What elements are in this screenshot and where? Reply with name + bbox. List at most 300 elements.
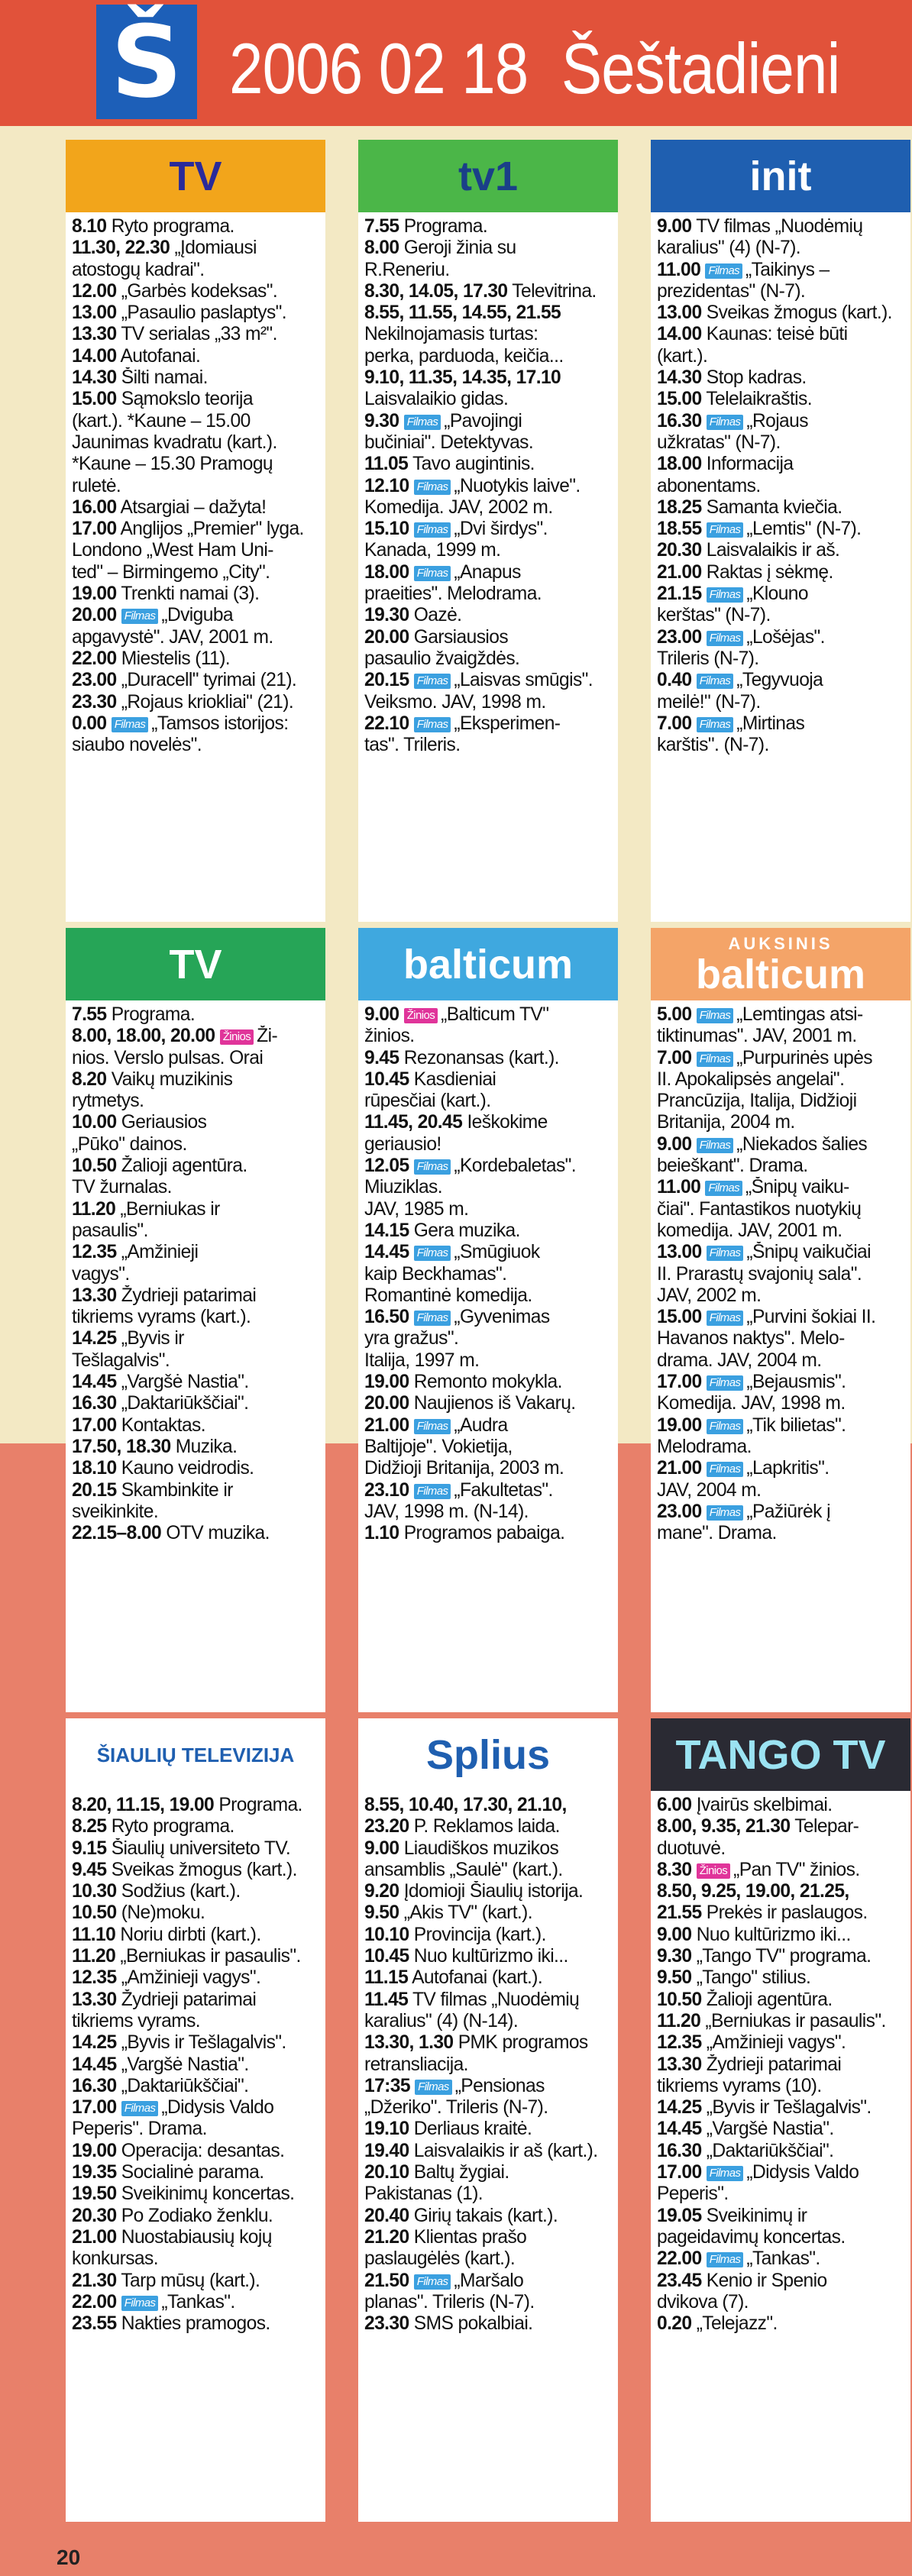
program-title: JAV, 1985 m. (364, 1198, 469, 1220)
program-title: apgavystė". JAV, 2001 m. (72, 626, 273, 648)
program-time: 20.40 (364, 2205, 409, 2226)
program-title: duotuvė. (657, 1837, 726, 1859)
program-title: TV serialas „33 m²". (121, 324, 277, 345)
program-title: Geroji žinia su (403, 238, 516, 259)
program-line (657, 1437, 907, 1458)
program-time: 9.50 (364, 1902, 399, 1924)
program-title: atostogų kadrai". (72, 259, 205, 280)
program-time: 20.00 (364, 626, 409, 648)
program-title: Skambinkite ir (121, 1479, 233, 1501)
program-line (657, 1967, 907, 1989)
program-time: 8.00, 9.35, 21.30 (657, 1816, 791, 1837)
program-time: 11.00 (657, 1177, 701, 1198)
program-title: „Lošėjas". (746, 626, 825, 648)
program-time: 14.45 (72, 1372, 117, 1393)
program-title: Baltų žygiai. (413, 2162, 509, 2183)
channel-otv (66, 928, 325, 1712)
program-line (657, 1069, 907, 1091)
program-title: „Balticum TV" (441, 1004, 549, 1025)
program-line (364, 1199, 615, 1220)
program-title: Telepar- (794, 1816, 859, 1837)
program-line (72, 260, 322, 281)
program-line (657, 562, 907, 583)
program-line (72, 1069, 322, 1091)
program-time: 10.30 (72, 1881, 117, 1902)
program-time: 14.15 (364, 1220, 409, 1241)
program-title: „Lapkritis". (746, 1458, 830, 1479)
program-time: 11.20 (72, 1946, 116, 1967)
page-number: 20 (57, 2545, 81, 2569)
program-time: 5.00 (657, 1004, 692, 1025)
program-title: Komedija. JAV, 1998 m. (657, 1393, 846, 1414)
program-title: „Dvi širdys". (454, 519, 548, 540)
program-line (657, 1523, 907, 1544)
program-line (364, 2227, 615, 2248)
program-title: kerštas" (N-7). (657, 605, 771, 626)
program-time: 22.00 (657, 2248, 702, 2270)
program-line (364, 389, 615, 410)
program-line (364, 1307, 615, 1328)
program-title: TV filmas „Nuodėmių (412, 1989, 580, 2010)
program-line (657, 2313, 907, 2335)
program-title: „Gyvenimas (454, 1307, 550, 1328)
program-title: Oazė. (413, 605, 462, 626)
program-time: 21.00 (364, 1414, 409, 1436)
program-line (72, 1372, 322, 1393)
program-line (364, 2054, 615, 2076)
film-badge: Filmas (707, 415, 744, 430)
program-line (72, 1242, 322, 1263)
program-title: (Ne)moku. (121, 1902, 205, 1924)
program-line (72, 1350, 322, 1372)
program-title: SMS pokalbiai. (413, 2313, 533, 2335)
program-line (72, 367, 322, 389)
program-line (72, 1967, 322, 1989)
program-time: 19.40 (364, 2140, 409, 2161)
program-title: drama. JAV, 2004 m. (657, 1349, 822, 1371)
program-line (657, 1989, 907, 2011)
program-title: „Tankas". (161, 2291, 235, 2313)
film-badge: Filmas (404, 415, 441, 430)
program-line (657, 1946, 907, 1967)
program-line (657, 735, 907, 756)
film-badge: Filmas (707, 1246, 744, 1261)
program-line (657, 2292, 907, 2313)
program-line (657, 1026, 907, 1047)
program-list (358, 1795, 618, 2522)
program-line (657, 1860, 907, 1881)
program-line (364, 1026, 615, 1047)
program-time: 16.00 (72, 496, 117, 518)
program-title: Kanada, 1999 m. (364, 540, 501, 561)
program-time: 13.30, 1.30 (364, 2032, 454, 2054)
program-line (657, 519, 907, 540)
program-title: Provincija (kart.). (413, 1924, 546, 1945)
program-line (657, 1177, 907, 1198)
program-time: 9.00 (657, 216, 692, 237)
program-line (72, 1285, 322, 1307)
program-line (364, 1946, 615, 1967)
program-title: „Fakultetas". (454, 1479, 553, 1501)
program-title: II. Apokalipsės angelai". (657, 1068, 845, 1090)
program-title: pageidavimų koncertas. (657, 2226, 846, 2248)
program-line (72, 1328, 322, 1349)
program-title: tiktinumas". JAV, 2001 m. (657, 1026, 857, 1047)
program-line (72, 2032, 322, 2054)
program-time: 9.30 (364, 410, 399, 431)
program-line (72, 2054, 322, 2076)
program-title: Nuo kultūrizmo iki... (696, 1924, 851, 1945)
program-title: rūpesčiai (kart.). (364, 1091, 491, 1112)
program-line (364, 2313, 615, 2335)
program-title: yra gražus". (364, 1328, 459, 1349)
program-line (72, 1220, 322, 1242)
program-line (364, 648, 615, 670)
program-title: Rezonansas (kart.). (403, 1047, 559, 1068)
film-badge: Filmas (414, 566, 451, 581)
program-list (66, 216, 325, 922)
program-time: 20.30 (657, 540, 702, 561)
program-list (66, 1004, 325, 1712)
program-time: 19.05 (657, 2205, 702, 2226)
program-title: „Berniukas ir pasaulis". (705, 2010, 886, 2031)
program-title: „Anapus (454, 561, 521, 583)
program-line (657, 1155, 907, 1177)
program-title: Muzika. (175, 1436, 238, 1457)
program-line (364, 2271, 615, 2292)
channel-tango (651, 1718, 910, 2522)
program-line (364, 2032, 615, 2054)
program-title: „Vargšė Nastia". (121, 2054, 249, 2075)
program-title: „Amžinieji vagys". (706, 2032, 846, 2054)
program-line (364, 1155, 615, 1177)
program-time: 8.30 (657, 1859, 692, 1880)
program-time: 9.45 (364, 1047, 399, 1068)
program-title: „Lemtis" (N-7). (746, 519, 862, 540)
channel-balticum (358, 928, 618, 1712)
program-line (364, 562, 615, 583)
program-title: Laisvalaikis ir aš. (706, 540, 840, 561)
program-time: 19.30 (364, 605, 409, 626)
program-list (651, 216, 910, 922)
program-line (657, 1393, 907, 1414)
program-line (657, 2076, 907, 2097)
program-title: „Kordebaletas". (454, 1155, 577, 1177)
program-line (364, 346, 615, 367)
program-line (364, 1480, 615, 1501)
program-title: komedija. JAV, 2001 m. (657, 1220, 842, 1241)
program-title: Ieškokime (467, 1112, 548, 1133)
news-badge: Žinios (404, 1008, 438, 1023)
news-badge: Žinios (220, 1029, 254, 1045)
program-title: Žalioji agentūra. (706, 1989, 833, 2010)
program-title: karštis". (N-7). (657, 735, 769, 756)
program-line (657, 1350, 907, 1372)
program-title: Liaudiškos muzikos (403, 1837, 559, 1859)
program-title: PMK programos (458, 2032, 588, 2054)
program-title: Gera muzika. (413, 1220, 520, 1241)
program-time: 8.55, 10.40, 17.30, 21.10, (364, 1795, 567, 1815)
film-badge: Filmas (414, 480, 451, 495)
program-line (72, 2292, 322, 2313)
program-line (364, 2119, 615, 2140)
program-line (72, 1048, 322, 1069)
program-line (72, 1307, 322, 1328)
program-line (72, 281, 322, 302)
program-title: Programa. (403, 216, 488, 237)
program-time: 1.10 (364, 1523, 399, 1544)
program-title: rytmetys. (72, 1091, 144, 1112)
program-line (364, 1967, 615, 1989)
program-line (72, 1155, 322, 1177)
channel-logo-siauliu (66, 1718, 325, 1791)
program-line (657, 1091, 907, 1112)
program-title: Londono „West Ham Uni- (72, 540, 273, 561)
program-title: „Duracell" tyrimai (21). (121, 670, 297, 691)
program-title: „Amžinieji vagys". (121, 1967, 261, 1989)
channel-init (651, 140, 910, 922)
program-title: Peperis". (657, 2183, 729, 2205)
program-title: Anglijos „Premier" lyga. (120, 519, 304, 540)
program-line (72, 2271, 322, 2292)
program-time: 9.50 (657, 1967, 692, 1989)
program-title: Sveikinimų koncertas. (121, 2183, 295, 2205)
program-list (66, 1795, 325, 2522)
program-line (72, 1112, 322, 1133)
program-time: 19.00 (72, 583, 117, 605)
program-time: 17.00 (72, 2097, 117, 2119)
program-time: 16.30 (657, 410, 702, 431)
program-line (657, 1134, 907, 1155)
film-badge: Filmas (414, 1159, 451, 1175)
channel-tv5 (66, 140, 325, 922)
program-title: Ryto programa. (111, 1816, 234, 1837)
program-time: 20.15 (364, 670, 409, 691)
program-time: 16.30 (72, 2075, 117, 2096)
program-time: 21.15 (657, 583, 702, 605)
program-title: Veiksmo. JAV, 1998 m. (364, 691, 546, 713)
program-line (72, 670, 322, 691)
program-title: Sveikas žmogus (kart.). (706, 302, 892, 324)
program-line (364, 1112, 615, 1133)
program-title: perka, parduoda, keičia... (364, 345, 564, 367)
program-line (364, 1501, 615, 1523)
program-time: 16.30 (72, 1393, 117, 1414)
program-time: 19.50 (72, 2183, 117, 2205)
program-line (364, 1437, 615, 1458)
program-title: čiai". Fantastikos nuotykių (657, 1198, 862, 1220)
program-title: Samanta kviečia. (706, 496, 842, 518)
program-time: 20.30 (72, 2205, 117, 2226)
program-time: 9.15 (72, 1837, 107, 1859)
program-title: planas". Trileris (N-7). (364, 2291, 535, 2313)
program-line (657, 1816, 907, 1837)
program-line (364, 540, 615, 561)
program-title: praeities". Melodrama. (364, 583, 542, 605)
program-line (657, 281, 907, 302)
program-title: „Lemtingas atsi- (736, 1004, 863, 1025)
program-title: ansamblis „Saulė" (kart.). (364, 1859, 563, 1880)
program-time: 21.30 (72, 2270, 117, 2291)
program-line (72, 1458, 322, 1479)
program-line (72, 2097, 322, 2119)
channel-tv1 (358, 140, 618, 922)
program-title: beieškant". Drama. (657, 1155, 808, 1177)
program-title: Sąmokslo teorija (121, 389, 253, 410)
program-title: „Klouno (746, 583, 808, 605)
program-line (72, 2119, 322, 2140)
program-line (72, 1199, 322, 1220)
program-line (657, 2183, 907, 2205)
program-title: meilė!" (N-7). (657, 691, 761, 713)
program-time: 14.30 (657, 367, 702, 389)
program-time: 11.15 (364, 1967, 409, 1989)
program-title: Prekės ir paslaugos. (706, 1902, 868, 1924)
program-line (657, 2032, 907, 2054)
program-time: 8.20 (72, 1068, 107, 1090)
program-time: 18.10 (72, 1458, 117, 1479)
program-time: 9.45 (72, 1859, 107, 1880)
program-time: 15.00 (657, 389, 702, 410)
program-title: Sodžius (kart.). (121, 1881, 241, 1902)
program-time: 10.45 (364, 1068, 409, 1090)
program-title: Italija, 1997 m. (364, 1349, 480, 1371)
program-title: Autofanai (kart.). (412, 1967, 543, 1989)
program-line (657, 238, 907, 259)
program-line (364, 1393, 615, 1414)
program-title: „Šnipų vaiku- (745, 1177, 849, 1198)
program-time: 13.00 (657, 1242, 702, 1263)
program-title: „Maršalo (454, 2270, 524, 2291)
channel-siauliu (66, 1718, 325, 2522)
program-line (364, 1048, 615, 1069)
program-time: 17:35 (364, 2075, 410, 2096)
program-line (657, 2119, 907, 2140)
program-title: „Įdomiausi (174, 238, 257, 259)
program-time: 16.30 (657, 2140, 702, 2161)
program-title: Autofanai. (120, 345, 201, 367)
program-title: „Pažiūrėk į (746, 1501, 830, 1522)
program-title: Šiaulių universiteto TV. (111, 1837, 291, 1859)
program-time: 9.30 (657, 1946, 692, 1967)
program-title: Tavo augintinis. (412, 454, 535, 475)
program-line (364, 324, 615, 345)
program-time: 7.00 (657, 713, 692, 734)
program-line (364, 411, 615, 432)
program-title: Girių takais (kart.). (413, 2205, 558, 2226)
program-time: 20.00 (72, 605, 117, 626)
program-line (657, 1004, 907, 1026)
program-line (657, 2162, 907, 2183)
logo-text: Splius (425, 1731, 551, 1778)
program-line (364, 519, 615, 540)
program-title: Havanos naktys". Melo- (657, 1328, 845, 1349)
program-time: 9.20 (364, 1881, 399, 1902)
program-title: Remonto mokykla. (413, 1372, 562, 1393)
program-line (364, 1795, 615, 1816)
program-line (364, 2076, 615, 2097)
program-line (72, 1004, 322, 1026)
program-time: 21.00 (72, 2226, 117, 2248)
program-time: 15.10 (364, 519, 409, 540)
program-line (657, 540, 907, 561)
program-line (72, 1838, 322, 1860)
program-line (657, 2206, 907, 2227)
film-badge: Filmas (705, 263, 742, 279)
film-badge: Filmas (414, 2274, 451, 2290)
program-line (72, 346, 322, 367)
program-time: 10.50 (72, 1155, 117, 1177)
program-time: 22.00 (72, 2291, 117, 2313)
film-badge: Filmas (697, 1052, 734, 1067)
program-title: žinios. (364, 1026, 415, 1047)
program-time: 14.45 (364, 1242, 409, 1263)
program-title: „Vargšė Nastia". (121, 1372, 249, 1393)
program-line (72, 2183, 322, 2205)
program-title: „Berniukas ir pasaulis". (120, 1946, 301, 1967)
program-title: Pakistanas (1). (364, 2183, 483, 2205)
program-title: Stop kadras. (706, 367, 807, 389)
program-time: 22.15–8.00 (72, 1523, 162, 1544)
program-time: 15.00 (657, 1307, 702, 1328)
program-line (364, 2292, 615, 2313)
program-title: Klientas prašo (413, 2226, 527, 2248)
program-title: „Byvis ir (121, 1328, 184, 1349)
program-line (364, 1264, 615, 1285)
program-line (657, 1242, 907, 1263)
program-line (657, 1480, 907, 1501)
program-time: 9.00 (657, 1133, 692, 1155)
program-line (72, 648, 322, 670)
channel-auksinis (651, 928, 910, 1712)
program-time: 8.00 (364, 238, 399, 259)
program-time: 19.00 (364, 1372, 409, 1393)
program-time: 11.00 (657, 259, 701, 280)
program-line (72, 1091, 322, 1112)
program-title: „Amžinieji (121, 1242, 199, 1263)
program-title: „Tango" stilius. (696, 1967, 811, 1989)
program-line (364, 670, 615, 691)
program-title: sveikinkite. (72, 1501, 159, 1522)
program-time: 22.00 (72, 648, 117, 669)
program-line (364, 476, 615, 497)
program-time: 11.45, 20.45 (364, 1112, 463, 1133)
program-title: „Telejazz". (696, 2313, 778, 2335)
program-line (364, 432, 615, 454)
film-badge: Filmas (707, 1462, 744, 1477)
page-date (229, 27, 839, 110)
program-title: Romantinė komedija. (364, 1285, 532, 1306)
program-time: 13.30 (72, 1285, 117, 1306)
program-time: 12.35 (657, 2032, 702, 2054)
program-title: Naujienos iš Vakarų. (413, 1393, 576, 1414)
program-time: 6.00 (657, 1795, 692, 1815)
program-title: Geriausios (121, 1112, 207, 1133)
program-line (364, 497, 615, 519)
program-line (657, 648, 907, 670)
program-time: 19.35 (72, 2162, 117, 2183)
program-line (657, 497, 907, 519)
program-title: „Tik bilietas". (746, 1414, 846, 1436)
program-line (72, 1264, 322, 1285)
program-title: „Niekados šalies (736, 1133, 868, 1155)
program-title: Kauno veidrodis. (121, 1458, 254, 1479)
logo-text: TV (169, 941, 222, 987)
film-badge: Filmas (707, 587, 744, 603)
program-title: ted" – Birmingemo „City". (72, 561, 270, 583)
film-badge: Filmas (414, 1419, 451, 1434)
program-time: 17.00 (657, 2162, 702, 2183)
